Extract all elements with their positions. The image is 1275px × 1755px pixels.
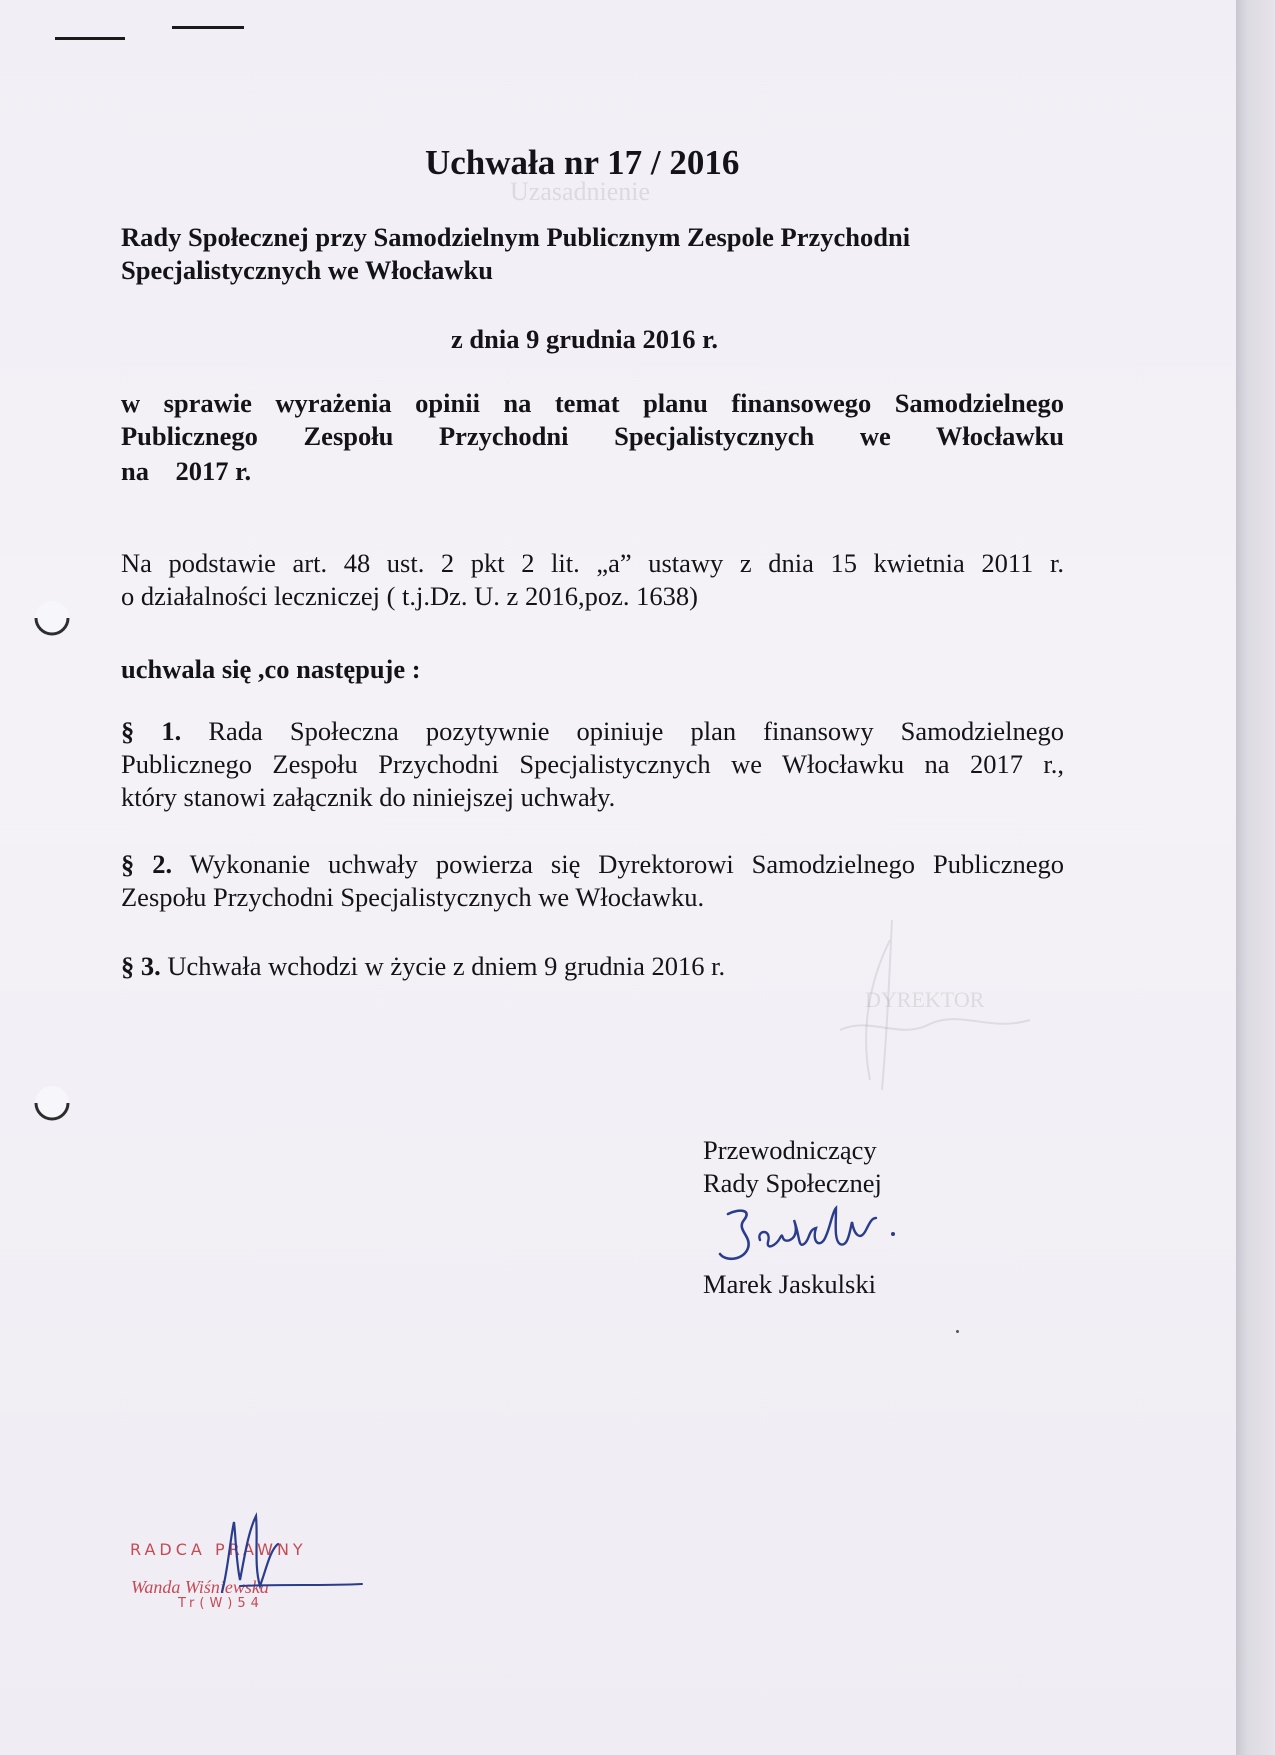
page-edge: [1236, 0, 1275, 1755]
scan-mark: [55, 37, 125, 40]
show-through-text: DYREKTOR: [865, 987, 985, 1012]
handwritten-signature: [700, 1200, 910, 1270]
paragraph-3: [121, 950, 725, 983]
paragraph-mark: § 3.: [121, 951, 161, 981]
legal-basis-line: o działalności leczniczej ( t.j.Dz. U. z 2016,poz. 1638): [121, 581, 698, 611]
signatory-role: Przewodniczący: [703, 1135, 877, 1165]
scan-mark: [172, 26, 244, 29]
document-date: z dnia 9 grudnia 2016 r.: [451, 324, 719, 354]
paragraph-2: [121, 848, 1064, 881]
paragraph-text: Uchwała wchodzi w życie z dniem 9 grudnia 2016 r.: [167, 951, 726, 981]
issuer-line: Rady Społecznej przy Samodzielnym Publicznym Zespole Przychodni: [121, 222, 911, 252]
stray-dot: [956, 1330, 959, 1333]
resolution-intro: uchwala się ,co następuje :: [121, 654, 421, 684]
paragraph-2-line: Zespołu Przychodni Specjalistycznych we Włocławku.: [121, 882, 705, 912]
show-through-text: Uzasadnienie: [510, 177, 651, 206]
subject-line: w sprawie wyrażenia opinii na temat planu finansowego Samodzielnego: [121, 388, 1064, 418]
paragraph-mark: § 1.: [121, 716, 182, 746]
paragraph-1-line: Publicznego Zespołu Przychodni Specjalistycznych we Włocławku na 2017 r.,: [121, 749, 1064, 779]
punch-hole: [32, 598, 72, 638]
signatory-name: Marek Jaskulski: [703, 1269, 876, 1299]
subject-line: na 2017 r.: [121, 456, 252, 486]
subject-line: Publicznego Zespołu Przychodni Specjalistycznych we Włocławku: [121, 421, 1064, 451]
stamp-number: Tr(W)54: [178, 1596, 264, 1611]
paragraph-text: Rada Społeczna pozytywnie opiniuje plan finansowy Samodzielnego: [208, 716, 1065, 746]
paragraph-1-line: który stanowi załącznik do niniejszej uchwały.: [121, 782, 616, 812]
stamp-name: Wanda Wiśniewska: [131, 1577, 269, 1597]
show-through-signature: [830, 920, 1060, 1120]
document-title: Uchwała nr 17 / 2016: [425, 143, 740, 182]
paragraph-1: [121, 715, 1064, 748]
legal-basis-line: Na podstawie art. 48 ust. 2 pkt 2 lit. „a” ustawy z dnia 15 kwietnia 2011 r.: [121, 548, 1064, 578]
paragraph-mark: § 2.: [121, 849, 173, 879]
stamp-signature: [200, 1510, 375, 1600]
issuer-line: Specjalistycznych we Włocławku: [121, 255, 493, 285]
stamp-role: RADCA PRAWNY: [130, 1540, 307, 1559]
punch-hole: [32, 1083, 72, 1123]
signatory-role: Rady Społecznej: [703, 1168, 882, 1198]
paragraph-text: Wykonanie uchwały powierza się Dyrektorowi Samodzielnego Publicznego: [189, 849, 1064, 879]
